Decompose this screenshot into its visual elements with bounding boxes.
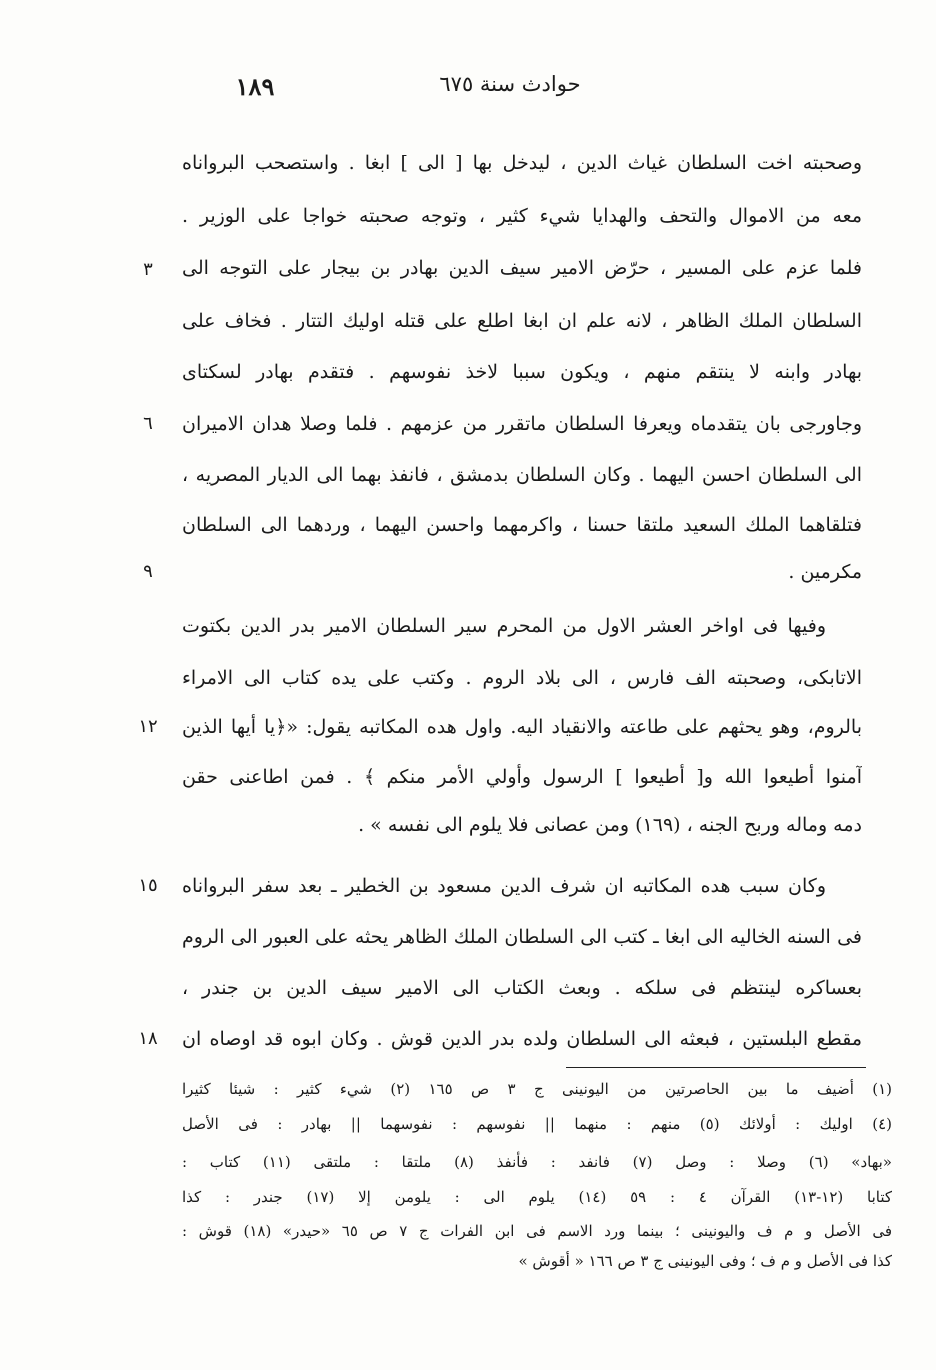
footnote-line: (١) أضيف ما بين الحاصرتين من اليونينى ج ٣ ص ١٦٥ (٢) شيء كثير : شيئا كثيرا xyxy=(182,1080,892,1098)
text-line: بالروم، وهو يحثهم على طاعته والانقياد اليه. واول هده المكاتبه يقول: «﴿يا أيها الذين xyxy=(182,716,862,738)
text-line: وكان سبب هده المكاتبه ان شرف الدين مسعود بن الخطير ـ بعد سفر البرواناه xyxy=(182,875,826,897)
text-line: وصحبته اخت السلطان غياث الدين ، ليدخل بها [ الى ] ابغا . واستصحب البرواناه xyxy=(182,152,862,174)
text-line: مكرمين . xyxy=(788,561,862,583)
footnote-separator xyxy=(566,1067,866,1068)
text-line: الى السلطان احسن اليهما . وكان السلطان بدمشق ، فانفذ بهما الى الديار المصريه ، xyxy=(182,464,862,486)
line-number: ٩ xyxy=(143,561,153,582)
text-line: آمنوا أطيعوا الله و[ أطيعوا ] الرسول وأولي الأمر منكم ﴾ . فمن اطاعنى حقن xyxy=(182,766,862,788)
line-number: ٦ xyxy=(143,413,153,434)
footnote-line: كذا فى الأصل و م ف ؛ وفى اليونينى ج ٣ ص ١٦٦ « أقوش » xyxy=(518,1252,892,1270)
text-line: الاتابكى، وصحبته الف فارس ، الى بلاد الروم . وكتب على يده كتاب الى الامراء xyxy=(182,667,862,689)
text-line: فتلقاهما الملك السعيد ملتقا حسنا ، واكرمهما واحسن اليهما ، وردهما الى السلطان xyxy=(182,514,862,536)
footnote-line: فى الأصل و م ف واليونينى ؛ بينما ورد الاسم فى ابن الفرات ج ٧ ص ٦٥ «حيدر» (١٨) قوش : xyxy=(182,1222,892,1240)
text-line: فلما عزم على المسير ، حرّض الامير سيف الدين بهادر بن بيجار على التوجه الى xyxy=(182,257,862,279)
line-number: ٣ xyxy=(143,259,153,280)
text-line: بعساكره لينتظم فى سلكه . وبعث الكتاب الى الامير سيف الدين بن جندر ، xyxy=(182,977,862,999)
line-number: ١٢ xyxy=(138,716,158,737)
text-line: فى السنه الخاليه الى ابغا ـ كتب الى السلطان الملك الظاهر يحثه على العبور الى الروم xyxy=(182,926,862,948)
text-line: وجاورجى بان يتقدماه ويعرفا السلطان ماتقرر من عزمهم . فلما وصلا هدان الاميران xyxy=(182,413,862,435)
line-number: ١٨ xyxy=(138,1028,158,1049)
text-line: السلطان الملك الظاهر ، لانه علم ان ابغا اطلع على قتله اوليك التتار . فخاف على xyxy=(182,310,862,332)
text-line: بهادر وابنه لا ينتقم منهم ، ويكون سببا لاخذ نفوسهم . فتقدم بهادر لسكتاى xyxy=(182,361,862,383)
line-number: ١٥ xyxy=(138,875,158,896)
text-line: دمه وماله وربح الجنه ، (١٦٩) ومن عصانى فلا يلوم الى نفسه » . xyxy=(358,814,862,836)
footnote-line: «بهاد» (٦) وصلا : وصل (٧) فانفد : فأنفذ (٨) ملتقا : ملتقى (١١) كتاب : xyxy=(182,1153,892,1171)
text-line: معه من الاموال والتحف والهدايا شيء كثير ، وتوجه صحبته خواجا على الوزير . xyxy=(182,205,862,227)
footnote-line: (٤) اوليك : أولائك (٥) منهم : منهما || نفوسهم : نفوسهما || بهادر : فى الأصل xyxy=(182,1115,892,1133)
text-line: وفيها فى اواخر العشر الاول من المحرم سير السلطان الامير بدر الدين بكتوت xyxy=(182,615,826,637)
page-number: ١٨٩ xyxy=(235,72,275,101)
footnote-line: كتابا (١٢-١٣) القرآن ٤ : ٥٩ (١٤) يلوم الى : يلومن إلا (١٧) جندر : كذا xyxy=(182,1188,892,1206)
text-line: مقطع البلستين ، فبعثه الى السلطان ولده بدر الدين قوش . وكان ابوه قد اوصاه ان xyxy=(182,1028,862,1050)
running-title: حوادث سنة ٦٧٥ xyxy=(439,72,581,96)
